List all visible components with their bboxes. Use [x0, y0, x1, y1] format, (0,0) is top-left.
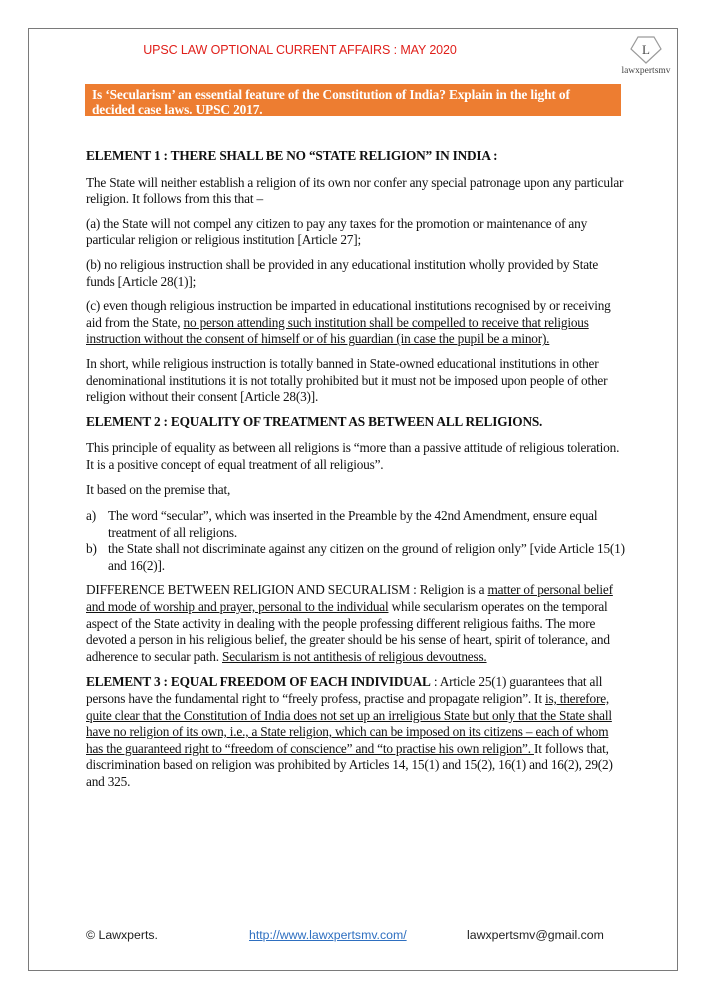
element1-intro: The State will neither establish a religion of its own nor confer any special patronage upon any particular religion. It follows from this that – [86, 174, 624, 207]
question-banner: Is ‘Secularism’ an essential feature of the Constitution of India? Explain in the light of decided case laws. UPSC 2017. [85, 84, 621, 116]
list-item: a) The word “secular”, which was inserted in the Preamble by the 42nd Amendment, ensure equal treatment of all religions. [86, 508, 598, 540]
footer-website-link[interactable]: http://www.lawxpertsmv.com/ [249, 928, 407, 942]
element2-premise: It based on the premise that, [86, 481, 231, 497]
element1-point-a: (a) the State will not compel any citizen to pay any taxes for the promotion or maintenance of any particular religion or religious institution [Article 27]; [86, 215, 588, 248]
element1-heading: ELEMENT 1 : THERE SHALL BE NO “STATE RELIGION” IN INDIA : [86, 148, 498, 163]
difference-paragraph: DIFFERENCE BETWEEN RELIGION AND SECURALISM : Religion is a matter of personal belief and mode of worship and prayer, personal to the individual while secularism operates on the temporal aspect of the State activity in dealing with the people professing different religious faiths. The more devoted a person in his religious belief, the greater should be his sense of heart, spirit of tolerance, and adherence to secular path. Secularism is not antithesis of religious devoutness. [86, 582, 613, 664]
element3-heading: ELEMENT 3 : EQUAL FREEDOM OF EACH INDIVIDUAL [86, 674, 431, 690]
logo [616, 35, 676, 76]
underlined-text: matter of personal belief and mode of worship and prayer, personal to the individual [86, 582, 613, 615]
element2-list [86, 508, 626, 574]
element2-intro: This principle of equality as between all religions is “more than a passive attitude of religious toleration. It is a positive concept of equal treatment of all religious”. [86, 440, 620, 472]
footer-copyright: © Lawxperts. [86, 928, 158, 942]
element2-heading: ELEMENT 2 : EQUALITY OF TREATMENT AS BETWEEN ALL RELIGIONS. [86, 413, 543, 429]
logo-text: lawxpertsmv [621, 66, 671, 76]
underlined-text: Secularism is not antithesis of religious devoutness. [222, 648, 487, 664]
element1-point-b: (b) no religious instruction shall be provided in any educational institution wholly provided by State funds [Article 28(1)]; [86, 256, 599, 289]
underlined-text: is, therefore, quite clear that the Constitution of India does not set up an irreligious State but only that the State shall have no religion of its own, i.e., a State religion, which can be imposed on its citizens – each of whom has the guaranteed right to “freedom of conscience” and “to practise his own religion”. [86, 691, 612, 756]
underlined-text: no person attending such institution shall be compelled to receive that religious instruction without the consent of himself or of his guardian (in case the pupil be a minor). [86, 314, 589, 347]
document-body [86, 148, 626, 799]
element1-point-c: (c) even though religious instruction be imparted in educational institutions recognised by or receiving aid from the State, no person attending such institution shall be compelled to receive that religious instruction without the consent of himself or of his guardian (in case the pupil be a minor). [86, 298, 611, 347]
list-item: b) the State shall not discriminate against any citizen on the ground of religion only” [vide Article 15(1) and 16(2)]. [86, 541, 625, 573]
svg-text:L: L [642, 42, 650, 57]
element3-paragraph: ELEMENT 3 : EQUAL FREEDOM OF EACH INDIVIDUAL : Article 25(1) guarantees that all persons have the fundamental right to “freely profess, practise and propagate religion”. It is, therefore, quite clear that the Constitution of India does not set up an irreligious State but only that the State shall have no religion of its own, i.e., a State religion, which can be imposed on its citizens – each of whom has the guaranteed right to “freedom of conscience” and “to practise his own religion”. It follows that, discrimination based on religion was prohibited by Articles 14, 15(1) and 15(2), 16(1) and 16(2), 29(2) and 325. [86, 674, 613, 789]
header-title: UPSC LAW OPTIONAL CURRENT AFFAIRS : MAY 2020 [143, 43, 457, 57]
element1-summary: In short, while religious instruction is totally banned in State-owned educational institutions in other denominational institutions it is not totally prohibited but it must not be imposed upon people of other religion without their consent [Article 28(3)]. [86, 355, 608, 405]
pentagon-logo-icon [629, 35, 663, 65]
footer-email: lawxpertsmv@gmail.com [467, 928, 604, 942]
